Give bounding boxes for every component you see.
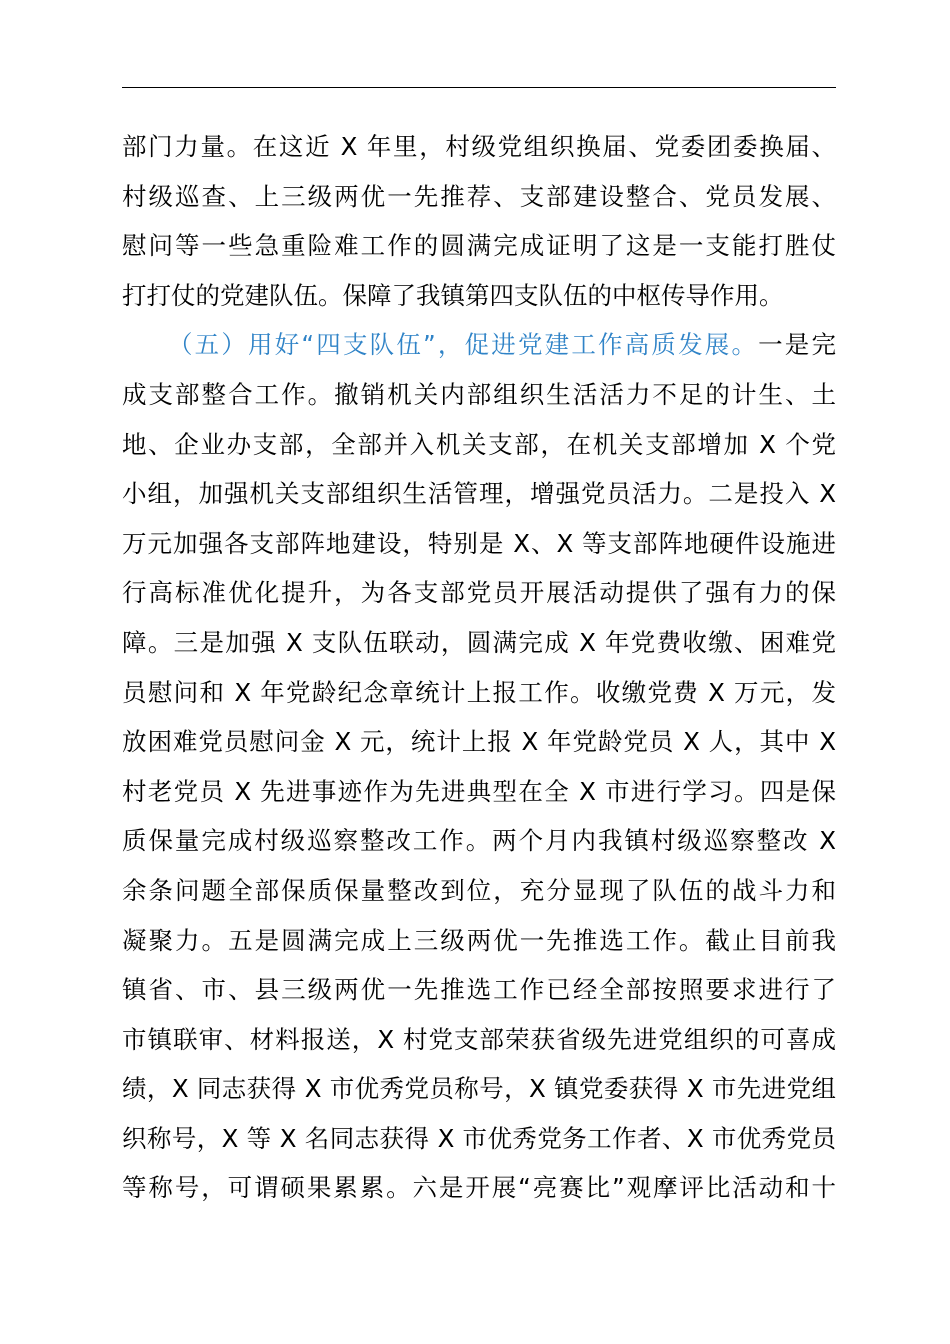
text-line: 绩，X 同志获得 X 市优秀党员称号，X 镇党委获得 X 市先进党组: [122, 1074, 836, 1104]
text-line: 障。三是加强 X 支队伍联动，圆满完成 X 年党费收缴、困难党: [122, 627, 836, 657]
text-line: 织称号，X 等 X 名同志获得 X 市优秀党务工作者、X 市优秀党员: [122, 1123, 836, 1153]
text-line: 万元加强各支部阵地建设，特别是 X、X 等支部阵地硬件设施进: [122, 528, 836, 558]
text-line: 行高标准优化提升，为各支部党员开展活动提供了强有力的保: [122, 578, 836, 608]
text-line: 慰问等一些急重险难工作的圆满完成证明了这是一支能打胜仗: [122, 231, 836, 261]
text-line: 打打仗的党建队伍。保障了我镇第四支队伍的中枢传导作用。: [122, 280, 784, 310]
body-text: [122, 122, 836, 1213]
text-line: 小组，加强机关支部组织生活管理，增强党员活力。二是投入 X: [122, 479, 836, 509]
text-line: 员慰问和 X 年党龄纪念章统计上报工作。收缴党费 X 万元，发: [122, 677, 836, 707]
text-line: 余条问题全部保质保量整改到位，充分显现了队伍的战斗力和: [122, 875, 836, 905]
section-heading: （五）用好“四支队伍”，促进党建工作高质发展。: [168, 330, 759, 360]
text-line: 放困难党员慰问金 X 元，统计上报 X 年党龄党员 X 人，其中 X: [122, 727, 836, 757]
text-line: 质保量完成村级巡察整改工作。两个月内我镇村级巡察整改 X: [122, 826, 836, 856]
text-line: 市镇联审、材料报送，X 村党支部荣获省级先进党组织的可喜成: [122, 1024, 836, 1054]
text-line: 等称号，可谓硕果累累。六是开展“亮赛比”观摩评比活动和十: [122, 1173, 836, 1203]
text-line: 地、企业办支部，全部并入机关支部，在机关支部增加 X 个党: [122, 429, 836, 459]
text-line: 村老党员 X 先进事迹作为先进典型在全 X 市进行学习。四是保: [122, 776, 836, 806]
text-line: 村级巡查、上三级两优一先推荐、支部建设整合、党员发展、: [122, 181, 836, 211]
text-line: 凝聚力。五是圆满完成上三级两优一先推选工作。截止目前我: [122, 925, 836, 955]
header-rule: [122, 87, 836, 88]
section-heading-line: [122, 320, 836, 370]
text-line: 部门力量。在这近 X 年里，村级党组织换届、党委团委换届、: [122, 132, 836, 161]
text-fragment: 一是完: [758, 330, 836, 360]
text-line: 镇省、市、县三级两优一先推选工作已经全部按照要求进行了: [122, 975, 836, 1005]
text-line: 成支部整合工作。撤销机关内部组织生活活力不足的计生、土: [122, 379, 836, 409]
